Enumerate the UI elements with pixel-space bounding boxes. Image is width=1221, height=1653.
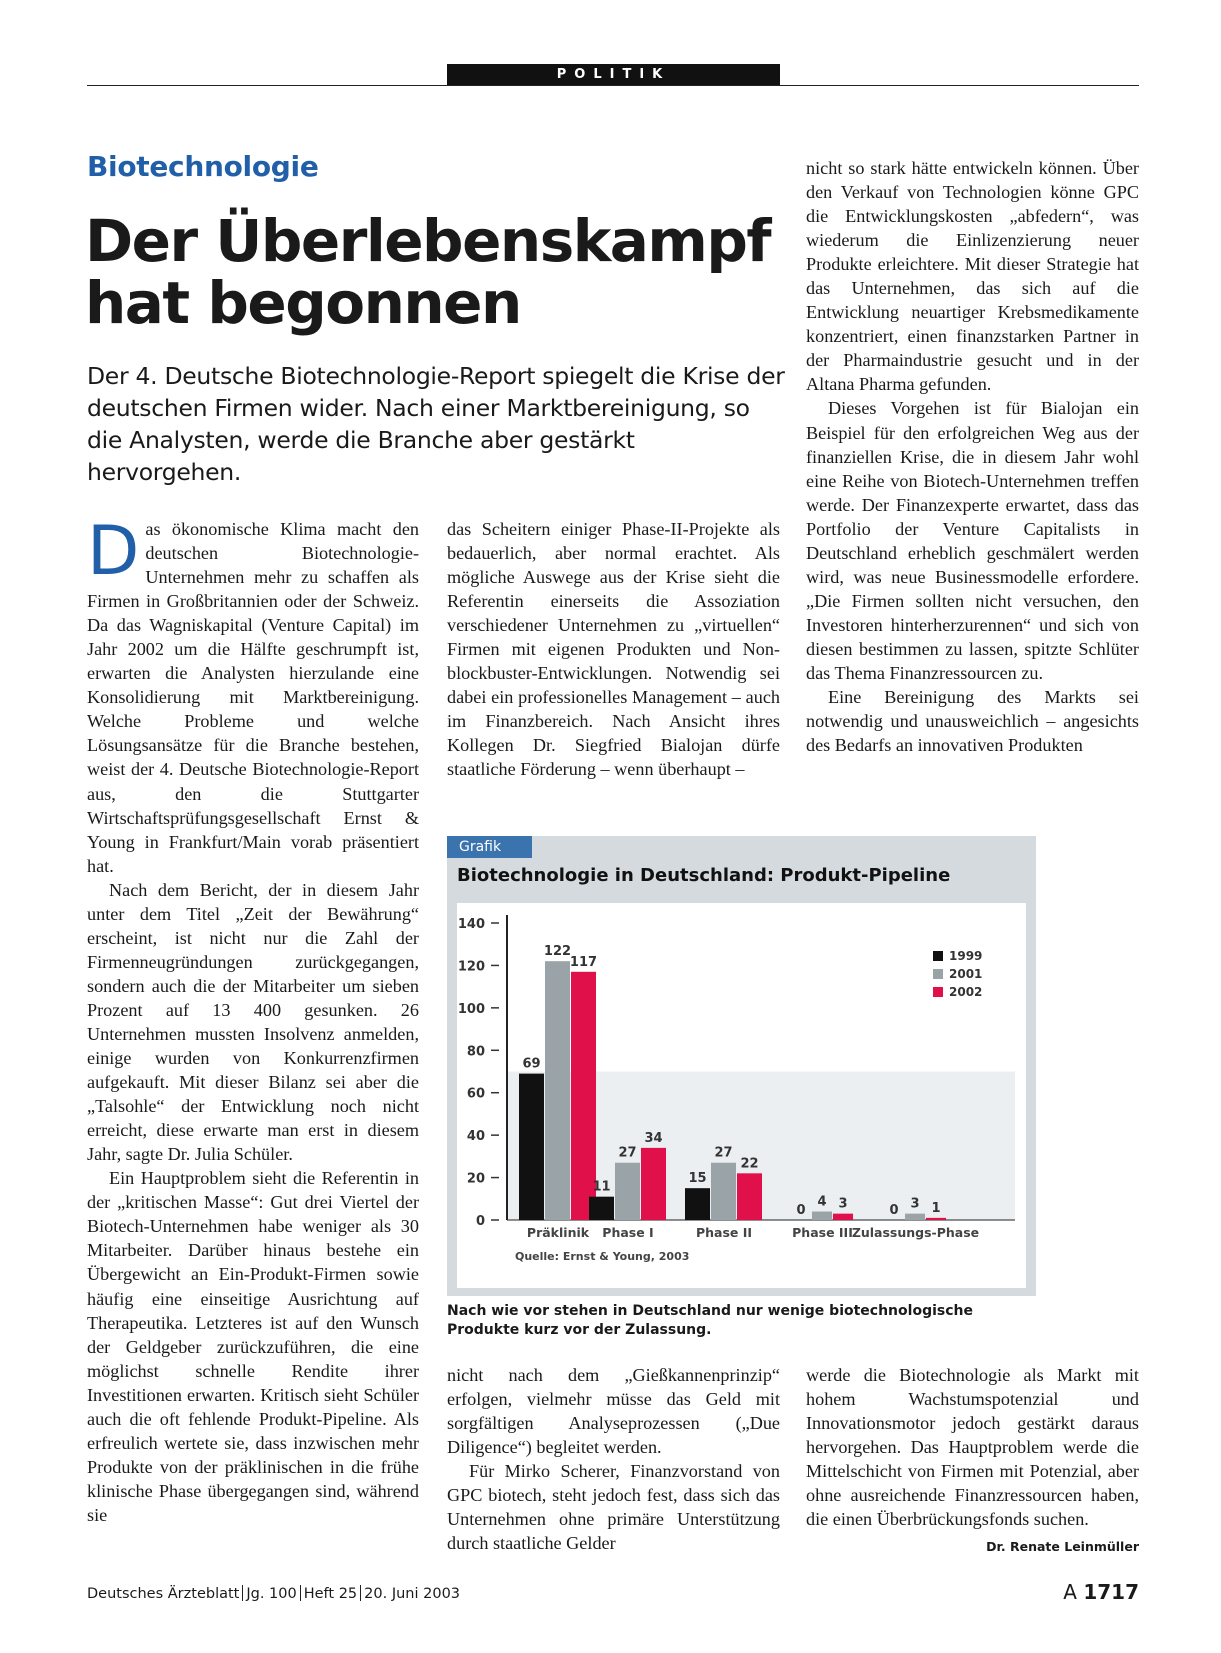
kicker: Biotechnologie [87,150,319,183]
article-column-3-top [806,156,1139,757]
data-label: 27 [618,1145,637,1161]
separator [242,1585,243,1601]
chart-source: Quelle: Ernst & Young, 2003 [515,1250,690,1263]
headline-line-2: hat begonnen [85,269,521,337]
headline [85,207,771,337]
legend-swatch [933,951,943,961]
x-category-label: Phase I [602,1225,654,1240]
data-label: 1 [931,1200,941,1216]
y-tick-label: 20 [466,1171,485,1187]
paragraph: Ein Hauptproblem sieht die Referentin in der „kritischen Masse“: Gut drei Viertel der Biotech-Unternehmen habe weniger als 30 Mitarbeiter. Darüber hinaus bestehe ein Übergewicht an Ein-Produkt-Firmen sowie häufig eine einseitige Ausrichtung auf Therapeutika. Letzteres ist auf den Wunsch der Geldgeber zurückzuführen, die eine möglichst schnelle Rendite ihrer Investitionen erwarten. Kritisch sieht Schüler auch die oft fehlende Produkt-Pipeline. Als erfreulich wertete sie, dass inzwischen mehr Produkte von der präklinischen in die frühe klinische Phase übergegangen sind, während sie [87,1168,419,1525]
bar-chart [457,903,1026,1288]
y-tick-label: 80 [466,1044,485,1060]
x-category-label: Phase II [695,1225,753,1240]
paragraph-text: werde die Biotechnologie als Markt mit hohem Wachstumspotenzial und Innovationsmotor jedoch gestärkt daraus hervorgehen. Das Hauptproblem werde die Mittelschicht von Firmen mit Potenzial, aber ohne ausreichende Finanzressourcen haben, die einen Überbrückungsfonds suchen. [806,1365,1139,1530]
data-label: 0 [889,1203,899,1218]
bar-2001 [711,1163,736,1220]
legend-label: 2002 [949,985,983,999]
bar-1999 [589,1197,614,1220]
bar-2001 [812,1212,832,1220]
data-label: 122 [543,944,572,960]
page-number [1063,1580,1139,1604]
bar-2002 [641,1148,666,1220]
author: Dr. Renate Leinmüller [986,1539,1139,1555]
header-rule [87,85,1139,86]
separator [360,1585,361,1601]
paragraph: Dieses Vorgehen ist für Bialojan ein Beispiel für den erfolgreichen Weg aus der finanziellen Krise, die in diesem Jahr wohl eine Reihe von Biotech-Unternehmen treffen werde. Der Finanzexperte erwartet, dass das Portfolio der Venture Capitalists in Deutschland erheblich geschmälert werden wird, was neue Businessmodelle erfordere. „Die Firmen sollten nicht versuchen, den Investoren hinterherzurennen“ und sich von diesen bestimmen zu lassen, spitzte Schlüter das Thema Finanzressourcen zu. [806,398,1139,683]
bar-2002 [737,1173,762,1220]
issue: Heft 25 [303,1586,358,1602]
legend-swatch [933,969,943,979]
data-label: 117 [569,954,598,970]
bar-2002 [833,1214,853,1220]
article-column-1 [87,512,419,1527]
article-column-3-bottom [806,1363,1139,1559]
paragraph [806,1363,1139,1555]
y-tick-label: 0 [475,1214,485,1229]
headline-line-1: Der Überlebenskampf [85,207,771,275]
page-prefix: A [1063,1580,1077,1604]
data-label: 3 [910,1196,920,1212]
separator [300,1585,301,1601]
data-label: 15 [688,1171,707,1187]
footer [87,1585,460,1602]
data-label: 0 [796,1203,806,1218]
paragraph: Nach dem Bericht, der in diesem Jahr unter dem Titel „Zeit der Bewährung“ erscheint, ist nicht nur die Zahl der Firmenneugründungen zurückgegangen, sondern auch die der Mitarbeiter um sieben Prozent auf 13 400 gesunken. 26 Unternehmen mussten Insolvenz anmelden, einige wurden von Konkurrenzfirmen aufgekauft. Mit dieser Bilanz sei aber die „Talsohle“ der Entwicklung noch nicht erreicht, diese erwarte man erst in diesem Jahr, sagte Dr. Julia Schüler. [87,879,419,1165]
bar-2001 [545,961,570,1220]
data-label: 3 [838,1196,848,1212]
article-column-2-top [447,517,780,782]
page-number-value: 1717 [1083,1580,1139,1604]
drop-cap: D [87,512,140,591]
x-category-label: Phase III [792,1225,853,1240]
chart-title: Biotechnologie in Deutschland: Produkt-Pipeline [457,865,951,886]
x-category-label: Präklinik [526,1225,590,1240]
data-label: 4 [817,1194,827,1210]
paragraph: Eine Bereinigung des Markts sei notwendig und unausweichlich – angesichts des Bedarfs an innovativen Produkten [806,687,1139,756]
y-tick-label: 140 [457,917,485,932]
bar-1999 [519,1074,544,1220]
section-label: POLITIK [447,64,780,85]
data-label: 11 [592,1179,611,1195]
y-tick-label: 60 [466,1086,485,1102]
bar-2001 [615,1163,640,1220]
y-tick-label: 120 [457,959,485,975]
date: 20. Juni 2003 [364,1586,461,1602]
x-category-label: Zulassungs-Phase [851,1225,980,1240]
y-tick-label: 100 [457,1001,485,1017]
bar-1999 [685,1188,710,1220]
bar-2001 [905,1214,925,1220]
article-column-2-bottom [447,1363,780,1555]
legend-swatch [933,987,943,997]
legend-label: 2001 [949,967,983,981]
chart-tag: Grafik [447,836,532,858]
data-label: 22 [740,1156,759,1172]
data-label: 34 [644,1130,663,1146]
y-tick-label: 40 [466,1129,485,1145]
paragraph: Für Mirko Scherer, Finanzvorstand von GPC biotech, steht jedoch fest, dass sich das Unternehmen ohne primäre Unterstützung durch staatliche Gelder [447,1461,780,1554]
journal-name: Deutsches Ärzteblatt [87,1586,240,1602]
paragraph: das Scheitern einiger Phase-II-Projekte als bedauerlich, aber normal erachtet. Als mögliche Auswege aus der Krise sieht die Referentin einerseits die Assoziation verschiedener Unternehmen zu „virtuellen“ Firmen mit eigenen Produkten und Non-blockbuster-Entwicklungen. Notwendig sei dabei ein professionelles Management – auch im Finanzbereich. Nach Ansicht ihres Kollegen Dr. Siegfried Bialojan dürfe staatliche Förderung – wenn überhaupt – [447,519,780,780]
paragraph: nicht nach dem „Gießkannenprinzip“ erfolgen, vielmehr müsse das Geld mit sorgfältigen Analyseprozessen („Due Diligence“) begleitet werden. [447,1365,780,1458]
data-label: 27 [714,1145,733,1161]
paragraph-text: as ökonomische Klima macht den deutschen Biotechnologie-Unternehmen mehr zu schaffen als Firmen in Großbritannien oder der Schweiz. Da das Wagniskapital (Venture Capital) im Jahr 2002 um die Hälfte geschrumpft ist, erwarten die Analysten hierzulande eine Konsolidierung mit Marktbereinigung. Welche Probleme und welche Lösungsansätze für die Branche bestehen, weist der 4. Deutsche Biotechnologie-Report aus, den die Stuttgarter Wirtschaftsprüfungsgesellschaft Ernst & Young in Frankfurt/Main vorab präsentiert hat. [87,519,419,876]
volume: Jg. 100 [246,1586,297,1602]
paragraph [87,512,419,878]
deck: Der 4. Deutsche Biotechnologie-Report spiegelt die Krise der deutschen Firmen wider. Nach einer Marktbereinigung, so die Analysten, werde die Branche aber gestärkt hervorgehen. [87,362,785,486]
bar-2002 [926,1218,946,1220]
legend-label: 1999 [949,949,983,963]
chart-caption: Nach wie vor stehen in Deutschland nur wenige biotechnologische Produkte kurz vor der Zulassung. [447,1303,973,1338]
paragraph: nicht so stark hätte entwickeln können. Über den Verkauf von Technologien könne GPC die Entwicklungskosten „abfedern“, was wiederum die Einlizenzierung neuer Produkte erleichtere. Mit dieser Strategie hat das Unternehmen, das sich auf die Entwicklung neuartiger Krebsmedikamente konzentriert, einen finanzstarken Partner in der Pharmaindustrie gesucht und in der Altana Pharma gefunden. [806,158,1139,395]
data-label: 69 [522,1056,541,1072]
